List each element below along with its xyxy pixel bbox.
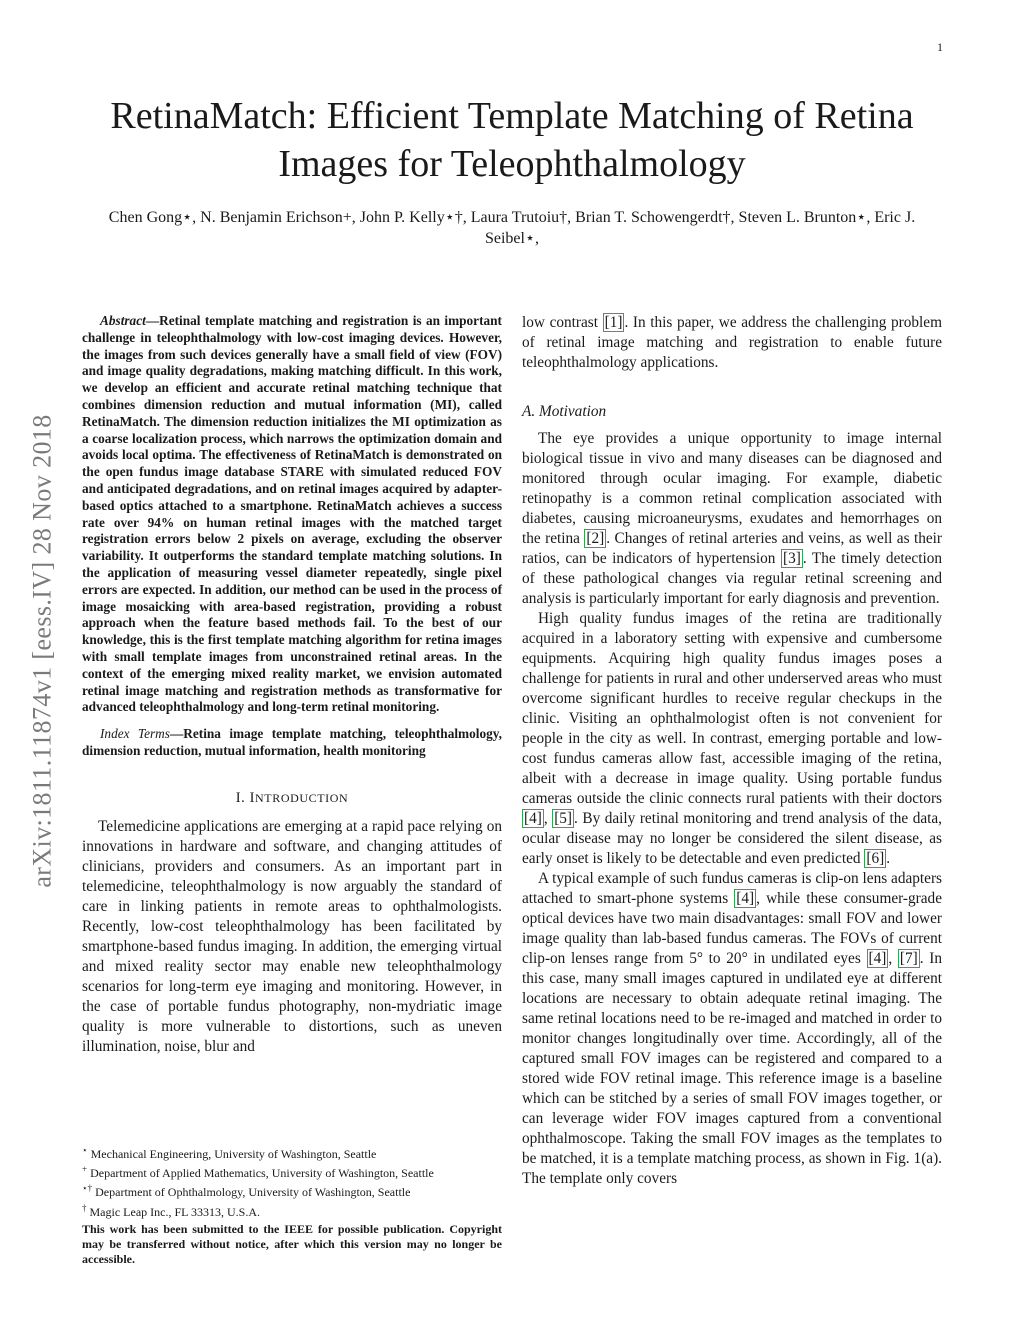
text-run: . [886,850,891,867]
footnote-4 [82,1201,502,1220]
footnote-1 [82,1143,502,1162]
paper-title: RetinaMatch: Efficient Template Matching of Retina Images for Teleophthalmology [110,95,914,185]
text-run: . By daily retinal monitoring and trend analysis of the data, ocular disease may no longer be considered the silent disease, as early onset is likely to be detectable and even predicted [522,810,942,867]
citation-link[interactable]: [4] [524,810,542,827]
text-run: A typical example of such fundus cameras is clip-on lens adapters attached to smart-phone systems [522,870,942,907]
arxiv-identifier: arXiv:1811.11874v1 [eess.IV] 28 Nov 2018 [28,414,57,888]
abstract-label: Abstract [100,313,146,328]
subsection-heading-motivation: A. Motivation [522,403,607,420]
right-column [522,313,942,1189]
text-run: , while these consumer-grade optical devices have two main disadvantages: small FOV and lower image quality than lab-based fundus cameras. The FOVs of current clip-on lenses range from 5° to 20° in undilated eyes [522,890,942,967]
paragraph-continuation [522,313,942,373]
footnote-4-text: Magic Leap Inc., FL 33313, U.S.A. [89,1204,261,1219]
footnotes [82,1143,502,1267]
citation-link[interactable]: [7] [899,950,918,967]
footnote-2-mark: + [82,1164,88,1175]
arxiv-watermark [16,345,70,957]
text-run: . In this case, many small images captured in undilated eye at different locations are necessary to obtain adequate retinal imaging. The same retinal locations need to be re-imaged and matched in order to monitor changes longitudinally over time. Accordingly, all of the captured small FOV images can be registered and compared to a stored wide FOV retinal image. This reference image is a baseline which can be stitched by a series of small FOV images together, or can leverage wider FOV images captured from a conventional ophthalmoscope. Taking the small FOV images as the templates to be matched, it is a template matching process, as shown in Fig. 1(a). The template only covers [522,950,942,1187]
citation-link[interactable]: [2] [586,530,605,547]
citation-link[interactable]: [4] [736,890,755,907]
citation-link[interactable]: [6] [866,850,885,867]
index-terms-label: Index Terms [100,726,170,742]
section-numeral: I. I [235,789,256,806]
text-run: , [543,810,553,827]
text-run: The eye provides a unique opportunity to image internal biological tissue in vivo and many diseases can be diagnosed and monitored through ocular imaging. For example, diabetic retinopathy is a common retinal complication associated with diabetes, causing microaneurysms, exudates and hemorrhages on the retina [522,430,942,547]
section-heading-rest: NTRODUCTION [255,790,349,805]
section-heading-introduction [82,790,502,807]
index-terms [82,726,502,760]
page-number: 1 [937,40,943,54]
text-run: . In this paper, we address the challenging problem of retinal image matching and registration to enable future teleophthalmology applications. [522,314,942,371]
text-run: High quality fundus images of the retina are traditionally acquired in a laboratory setting with expensive and cumbersome equipments. Acquiring high quality fundus images poses a challenge for patients in rural and other underserved areas who must overcome significant hurdles to receive regular checkups in the clinic. Visiting an ophthalmologist often is not convenient for people in the city as well. In contrast, emerging portable and low-cost fundus cameras allow fast, accessible imaging of the retina, albeit with a decrease in image quality. Using portable fundus cameras outside the clinic connects rural patients with their doctors [522,610,942,807]
text-run: . The timely detection of these pathological changes via regular retinal screening and analysis is particularly important for early diagnosis and prevention. [522,550,942,607]
footnote-2-text: Department of Applied Mathematics, University of Washington, Seattle [90,1166,434,1181]
text-run: . Changes of retinal arteries and veins, as well as their ratios, can be indicators of hypertension [522,530,942,567]
abstract-text: —Retinal template matching and registration is an important challenge in teleophthalmology with low-cost imaging devices. However, the images from such devices generally have a small field of view (FOV) and image quality degradations, making matching difficult. In this work, we develop an efficient and accurate retinal matching technique that combines dimension reduction and mutual information (MI), called RetinaMatch. The dimension reduction initializes the MI optimization as a coarse localization process, which narrows the optimization domain and avoids local optima. The effectiveness of RetinaMatch is demonstrated on the open fundus image database STARE with simulated reduced FOV and anticipated degradations, and on retinal images acquired by adapter-based optics attached to a smartphone. RetinaMatch achieves a success rate over 94% on human retinal images with the matched target registration errors below 2 pixels on average, excluding the observer variability. It outperforms the standard template matching solutions. In the application of measuring vessel diameter repeatedly, single pixel errors are expected. In addition, our method can be used in the process of image mosaicking with area-based registration, providing a robust approach when the feature based methods fail. To the best of our knowledge, this is the first template matching algorithm for retina images with small template images from unconstrained retinal areas. In the context of the emerging mixed reality market, we envision automated retinal image matching and registration methods as transformative for advanced teleophthalmology and long-term retinal monitoring. [82,313,502,715]
text-run: , [888,950,898,967]
citation-link[interactable]: [3] [782,550,801,567]
index-terms-text: —Retina image template matching, teleophthalmology, dimension reduction, mutual information, health monitoring [82,726,502,758]
footnote-3-text: Department of Ophthalmology, University of Washington, Seattle [95,1185,411,1200]
footnote-1-text: Mechanical Engineering, University of Washington, Seattle [90,1147,377,1161]
footnote-1-mark: ⋆ [82,1145,88,1155]
ieee-notice: This work has been submitted to the IEEE for possible publication. Copyright may be transferred without notice, after which this version may no longer be accessible. [82,1221,502,1267]
author-list: Chen Gong⋆, N. Benjamin Erichson+, John P. Kelly⋆†, Laura Trutoiu†, Brian T. Schowengerdt†, Steven L. Brunton⋆, Eric J. Seibel⋆, [108,209,916,247]
motivation-paragraph-2 [522,609,942,869]
introduction-paragraph: Telemedicine applications are emerging at a rapid pace relying on innovations in hardware and software, and changing attitudes of clinicians, providers and consumers. As an important part in telemedicine, teleophthalmology is now arguably the standard of care in linking patients in remote areas to ophthalmologists. Recently, low-cost teleophthalmology has been facilitated by smartphone-based fundus imaging. In addition, the emerging virtual and mixed reality sector may enable new teleophthalmology scenarios for long-term eye imaging and monitoring. However, in the case of portable fundus photography, non-mydriatic image quality is more vulnerable to distortions, such as uneven illumination, noise, blur and [82,817,502,1055]
footnote-2 [82,1162,502,1181]
motivation-paragraph-1 [522,429,942,609]
citation-link[interactable]: [4] [868,950,887,967]
citation-link[interactable]: [5] [554,810,573,827]
footnote-4-mark: † [82,1202,87,1213]
footnote-3 [82,1181,502,1200]
abstract [82,313,502,716]
citation-link[interactable]: [1] [604,314,623,331]
footnote-3-mark: ⋆† [82,1183,93,1194]
text-run: low contrast [522,314,603,331]
left-column [82,313,502,1057]
motivation-paragraph-3 [522,869,942,1189]
